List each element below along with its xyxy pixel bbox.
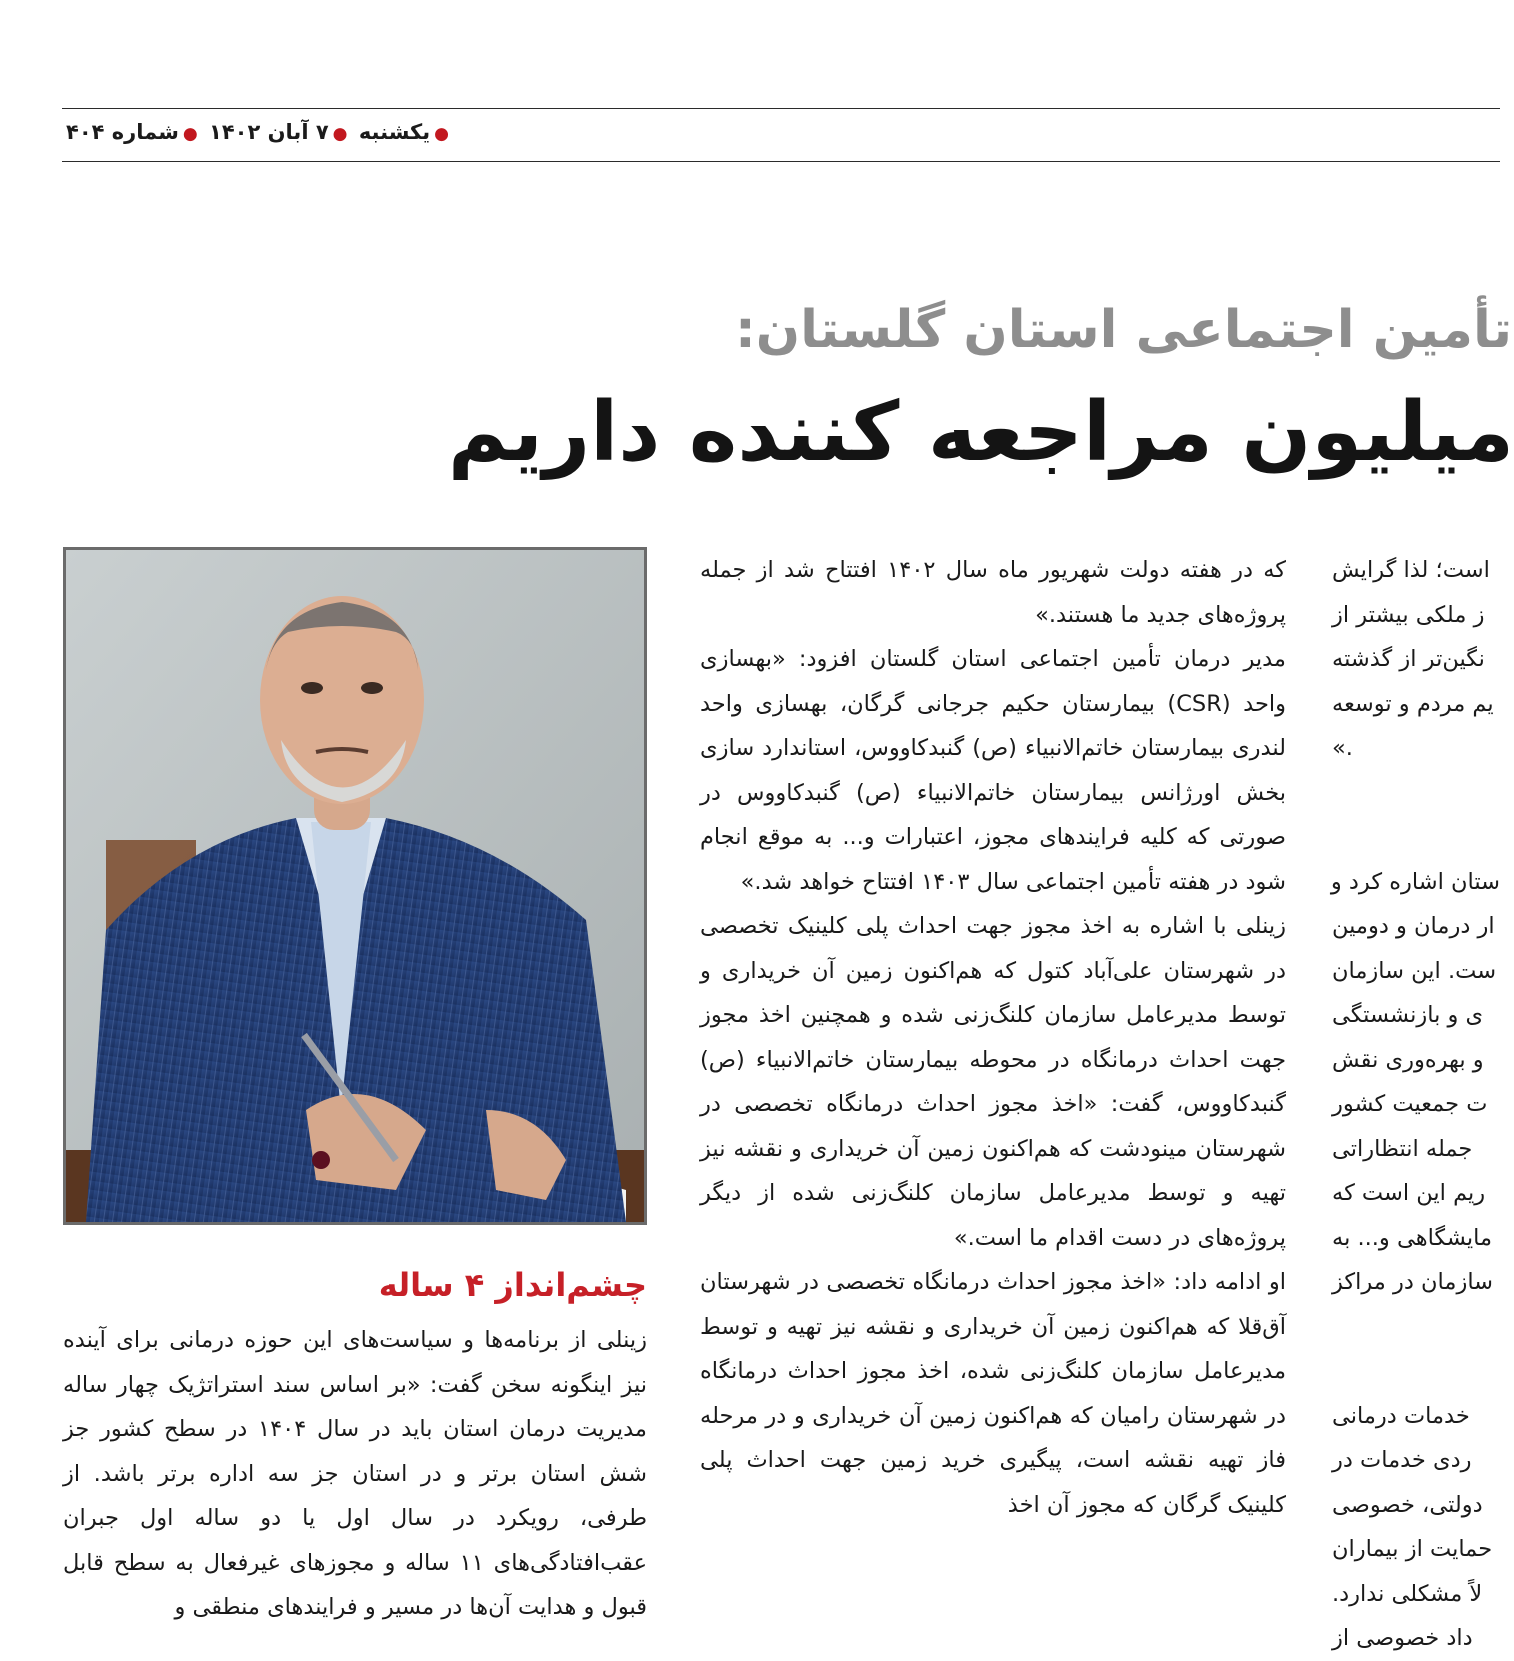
text-fragment: ز ملکی بیشتر از — [1332, 601, 1485, 628]
text-fragment: دولتی، خصوصی — [1332, 1491, 1483, 1518]
text-fragment: ی و بازنشستگی — [1332, 1002, 1484, 1028]
text-fragment: ست. این سازمان — [1332, 957, 1497, 984]
article-column-left — [63, 1318, 647, 1624]
text-fragment: .» — [1332, 735, 1353, 761]
article-column-middle — [700, 548, 1286, 1624]
text-fragment: و بهره‌وری نقش — [1332, 1046, 1484, 1073]
text-fragment: ردی خدمات در — [1332, 1447, 1472, 1473]
text-fragment: خدمات درمانی — [1332, 1402, 1470, 1429]
text-fragment: داد خصوصی از — [1332, 1625, 1473, 1651]
article-kicker: تأمین اجتماعی استان گلستان: — [734, 300, 1512, 360]
paragraph: او ادامه داد: «اخذ مجوز احداث درمانگاه تخصصی در شهرستان آق‌قلا که هم‌اکنون زمین آن خریداری و نقشه نیز تهیه و توسط مدیرعامل سازمان کلنگ‌زنی شده، اخذ مجوز احداث درمانگاه در شهرستان رامیان که هم‌اکنون زمین آن خریداری و در مرحله فاز تهیه نقشه است، پیگیری خرید زمین جهت احداث پلی کلینیک گرگان که مجوز آن اخذ — [700, 1269, 1286, 1518]
text-fragment: لاً مشکلی ندارد. — [1332, 1580, 1483, 1607]
paragraph: زینلی از برنامه‌ها و سیاست‌های این حوزه درمانی برای آینده نیز اینگونه سخن گفت: «بر اساس سند استراتژیک چهار ساله مدیریت درمان استان باید در سال ۱۴۰۴ در سطح کشور جز شش استان برتر و در استان جز سه اداره برتر باشد. از طرفی، رویکرد در سال اول یا دو ساله اول جبران عقب‌افتادگی‌های ۱۱ ساله و مجوزهای غیرفعال به سطح قابل قبول و هدایت آن‌ها در مسیر و فرایندهای منطقی و — [63, 1327, 647, 1620]
bullet-icon: ● — [332, 124, 348, 144]
text-fragment: نگین‌تر از گذشته — [1332, 646, 1485, 672]
text-fragment: جمله انتظاراتی — [1332, 1135, 1473, 1162]
issue-number: شماره ۴۰۴ — [66, 120, 179, 144]
text-fragment: مایشگاهی و... به — [1332, 1224, 1493, 1251]
issue-day: یکشنبه — [358, 120, 431, 144]
text-fragment: است؛ لذا گرایش — [1332, 557, 1490, 583]
text-fragment: ار درمان و دومین — [1332, 913, 1495, 939]
bullet-icon: ● — [434, 124, 450, 144]
paragraph: که در هفته دولت شهریور ماه سال ۱۴۰۲ افتتاح شد از جمله پروژه‌های جدید ما هستند.» — [700, 557, 1286, 628]
text-fragment: ت جمعیت کشور — [1332, 1091, 1488, 1117]
issue-header — [66, 120, 453, 144]
issue-date: ۷ آبان ۱۴۰۲ — [209, 120, 329, 144]
article-column-right-cropped — [1330, 548, 1500, 1651]
header-top-rule — [62, 108, 1500, 109]
paragraph: مدیر درمان تأمین اجتماعی استان گلستان افزود: «بهسازی واحد (CSR) بیمارستان حکیم جرجانی گرگان، بهسازی واحد لندری بیمارستان خاتم‌الانبیاء (ص) گنبدکاووس، استاندارد سازی بخش اورژانس بیمارستان خاتم‌الانبیاء (ص) گنبدکاووس در صورتی که کلیه فرایندهای مجوز، اعتبارات و... به موقع انجام شود در هفته تأمین اجتماعی سال ۱۴۰۳ افتتاح خواهد شد.» — [700, 646, 1286, 895]
text-fragment: ریم این است که — [1332, 1180, 1486, 1206]
header-bottom-rule — [62, 161, 1500, 162]
bullet-icon: ● — [182, 124, 198, 144]
portrait-photo — [63, 547, 647, 1225]
article-headline: میلیون مراجعه کننده داریم — [447, 385, 1514, 480]
paragraph: زینلی با اشاره به اخذ مجوز جهت احداث پلی کلینیک تخصصی در شهرستان علی‌آباد کتول که هم‌اکنون زمین آن خریداری و توسط مدیرعامل سازمان کلنگ‌زنی شده و همچنین اخذ مجوز جهت احداث درمانگاه در محوطه بیمارستان خاتم‌الانبیاء (ص) گنبدکاووس، گفت: «اخذ مجوز احداث درمانگاه تخصصی در شهرستان مینودشت که هم‌اکنون زمین آن خریداری و نقشه نیز تهیه و توسط مدیرعامل سازمان کلنگ‌زنی شده از دیگر پروژه‌های در دست اقدام ما است.» — [700, 913, 1286, 1251]
section-subheading: چشم‌انداز ۴ ساله — [378, 1266, 647, 1304]
text-fragment: سازمان در مراکز — [1332, 1269, 1494, 1295]
portrait-photo-icon — [66, 550, 644, 1222]
text-fragment: ستان اشاره کرد و — [1330, 868, 1500, 895]
text-fragment: یم مردم و توسعه — [1332, 690, 1494, 717]
text-fragment: حمایت از بیماران — [1332, 1536, 1493, 1562]
